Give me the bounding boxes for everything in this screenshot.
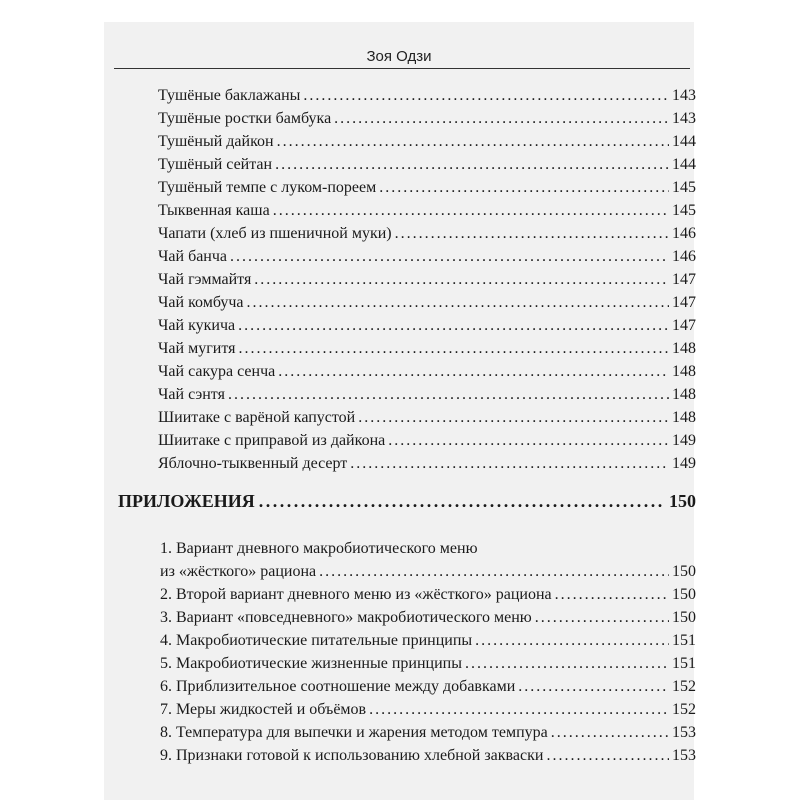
toc-leader xyxy=(273,200,669,222)
toc-entry-title: Чапати (хлеб из пшеничной муки) xyxy=(158,225,392,242)
toc-leader xyxy=(278,361,669,383)
toc-page-number: 145 xyxy=(672,202,696,219)
toc-leader xyxy=(230,246,669,268)
toc-leader xyxy=(303,85,669,107)
toc-leader xyxy=(475,630,669,652)
toc-page-number: 150 xyxy=(672,609,696,626)
toc-entry-title: Шиитаке с варёной капустой xyxy=(158,409,356,426)
header-rule xyxy=(114,68,690,69)
toc-page-number: 151 xyxy=(672,655,696,672)
toc-leader xyxy=(369,699,669,721)
toc-page-number: 147 xyxy=(672,317,696,334)
toc-entry xyxy=(158,338,696,360)
toc-leader xyxy=(275,154,669,176)
appendix-item xyxy=(160,630,696,652)
appendix-title: ПРИЛОЖЕНИЯ xyxy=(118,491,255,511)
toc-entry-title: Чай сакура сенча xyxy=(158,363,276,380)
appendix-item-title: из «жёсткого» рациона xyxy=(160,563,317,580)
toc-leader xyxy=(238,338,669,360)
toc-entry-title: Тушёные баклажаны xyxy=(158,87,301,104)
toc-entry xyxy=(158,453,696,475)
toc-page-number: 148 xyxy=(672,340,696,357)
toc-page-number: 151 xyxy=(672,632,696,649)
toc-leader xyxy=(379,177,669,199)
appendix-item-title: 3. Вариант «повседневного» макробиотического меню xyxy=(160,609,532,626)
toc-leader xyxy=(228,384,669,406)
toc-page-number: 148 xyxy=(672,409,696,426)
toc-entry-title: Чай комбуча xyxy=(158,294,244,311)
appendix-item xyxy=(160,561,696,583)
toc-page-number: 152 xyxy=(672,678,696,695)
toc-leader xyxy=(555,584,669,606)
toc-entry xyxy=(158,200,696,222)
toc-leader xyxy=(350,453,669,475)
toc-entry xyxy=(158,223,696,245)
running-title: Зоя Одзи xyxy=(366,48,432,65)
toc-entry-title: Тушёный темпе с луком-пореем xyxy=(158,179,377,196)
toc-page-number: 153 xyxy=(672,724,696,741)
appendix-heading xyxy=(118,491,696,512)
toc-entry xyxy=(158,131,696,153)
toc-page-number: 145 xyxy=(672,179,696,196)
toc-entry xyxy=(158,384,696,406)
toc-leader xyxy=(551,722,669,744)
toc-leader xyxy=(277,131,669,153)
appendix-item-line: 1. Вариант дневного макробиотического меню xyxy=(160,540,478,557)
toc-entry xyxy=(158,407,696,429)
appendix-item xyxy=(160,676,696,698)
toc-entry-title: Чай гэммайтя xyxy=(158,271,252,288)
toc-entry-title: Яблочно-тыквенный десерт xyxy=(158,455,348,472)
toc-leader xyxy=(319,561,669,583)
toc-leader xyxy=(395,223,669,245)
toc-entry xyxy=(158,246,696,268)
toc-leader xyxy=(546,745,669,767)
toc-leader xyxy=(358,407,669,429)
toc-entry-title: Тыквенная каша xyxy=(158,202,270,219)
toc-entry-title: Чай кукича xyxy=(158,317,236,334)
appendix-item xyxy=(160,653,696,675)
appendix-item-title: 2. Второй вариант дневного меню из «жёсткого» рациона xyxy=(160,586,552,603)
toc-page-number: 143 xyxy=(672,87,696,104)
appendix-item-title: 5. Макробиотические жизненные принципы xyxy=(160,655,462,672)
appendix-item xyxy=(160,745,696,767)
toc-page-number: 144 xyxy=(672,156,696,173)
toc-leader xyxy=(465,653,669,675)
appendix-item xyxy=(160,699,696,721)
toc-entry xyxy=(158,292,696,314)
toc-entry xyxy=(158,154,696,176)
toc-leader xyxy=(334,108,669,130)
appendix-item-title: 8. Температура для выпечки и жарения методом темпура xyxy=(160,724,548,741)
toc-entry xyxy=(158,177,696,199)
toc-leader xyxy=(518,676,669,698)
toc-leader xyxy=(238,315,669,337)
toc-page-number: 149 xyxy=(672,455,696,472)
toc-page-number: 153 xyxy=(672,747,696,764)
toc-page-number: 146 xyxy=(672,248,696,265)
toc-page-number: 150 xyxy=(672,563,696,580)
appendix-item-title: 7. Меры жидкостей и объёмов xyxy=(160,701,367,718)
appendix-item xyxy=(160,607,696,629)
toc-page-number: 143 xyxy=(672,110,696,127)
toc-entry xyxy=(158,430,696,452)
toc-entry-title: Чай банча xyxy=(158,248,228,265)
toc-page-number: 152 xyxy=(672,701,696,718)
book-page xyxy=(104,22,694,800)
toc-entry-title: Тушёный дайкон xyxy=(158,133,274,150)
toc-page-number: 147 xyxy=(672,271,696,288)
appendix-item xyxy=(160,722,696,744)
toc-page-number: 149 xyxy=(672,432,696,449)
appendix-page-number: 150 xyxy=(669,491,696,511)
toc-entry xyxy=(158,85,696,107)
toc-entry-title: Шиитаке с приправой из дайкона xyxy=(158,432,386,449)
toc-leader xyxy=(535,607,669,629)
toc-leader xyxy=(259,491,665,512)
toc-entry-title: Чай сэнтя xyxy=(158,386,225,403)
toc-entry-title: Тушёные ростки бамбука xyxy=(158,110,332,127)
toc-leader xyxy=(388,430,669,452)
toc-entry xyxy=(158,108,696,130)
appendix-item-title: 6. Приблизительное соотношение между добавками xyxy=(160,678,516,695)
appendix-item-title: 9. Признаки готовой к использованию хлебной закваски xyxy=(160,747,544,764)
toc-page-number: 148 xyxy=(672,363,696,380)
toc-page-number: 146 xyxy=(672,225,696,242)
toc-entry xyxy=(158,315,696,337)
toc-page-number: 144 xyxy=(672,133,696,150)
toc-entry xyxy=(158,361,696,383)
appendix-item xyxy=(160,584,696,606)
toc-leader xyxy=(254,269,669,291)
toc-page-number: 150 xyxy=(672,586,696,603)
appendix-item-title: 4. Макробиотические питательные принципы xyxy=(160,632,473,649)
toc-page-number: 148 xyxy=(672,386,696,403)
toc-leader xyxy=(247,292,669,314)
toc-page-number: 147 xyxy=(672,294,696,311)
toc-entry-title: Чай мугитя xyxy=(158,340,236,357)
toc-entry-title: Тушёный сейтан xyxy=(158,156,273,173)
toc-entry xyxy=(158,269,696,291)
